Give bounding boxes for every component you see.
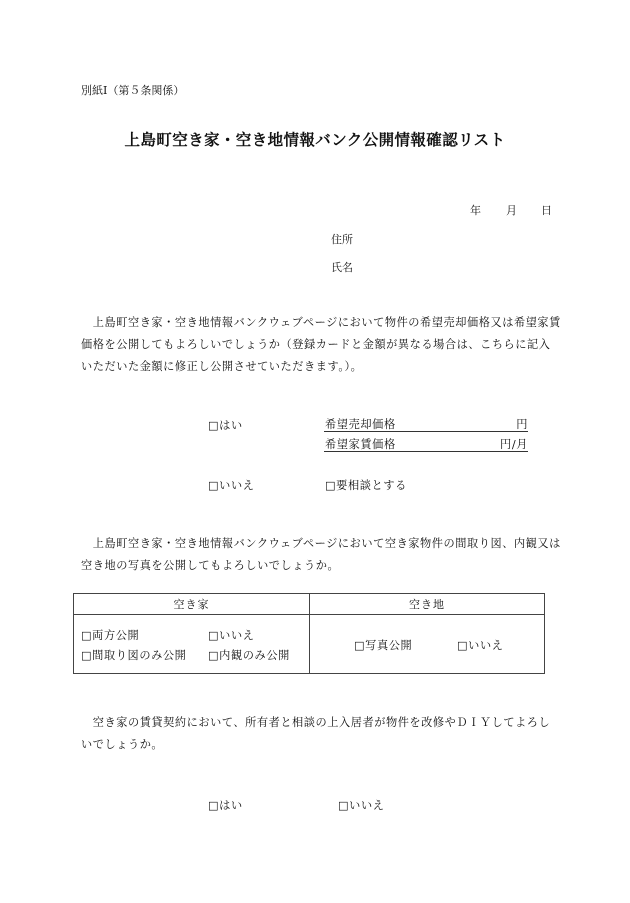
house-no-checkbox[interactable]: □いいえ [208,629,255,642]
section1-no-checkbox[interactable]: □いいえ [208,479,255,492]
house-interior-only-checkbox[interactable]: □内観のみ公開 [208,649,290,662]
date-month-label: 月 [506,204,517,217]
table-header-land: 空き地 [310,594,545,615]
section3-yes-checkbox[interactable]: □はい [208,799,243,812]
house-both-checkbox[interactable]: □両方公開 [81,629,140,642]
address-label: 住所 [331,233,353,246]
house-options-cell [74,615,310,674]
sale-price-label: 希望売却価格 [325,418,396,431]
land-no-checkbox[interactable]: □いいえ [457,639,504,652]
consult-checkbox[interactable]: □要相談とする [325,479,407,492]
table-header-house: 空き家 [74,594,310,615]
sale-price-field[interactable] [324,415,528,432]
date-day-label: 日 [541,204,552,217]
name-label: 氏名 [331,261,353,274]
rent-price-field[interactable] [324,435,528,452]
land-options-cell [310,615,545,674]
rent-price-label: 希望家賃価格 [325,438,396,451]
page-title: 上島町空き家・空き地情報バンク公開情報確認リスト [124,130,506,149]
sale-price-unit: 円 [516,418,528,431]
date-year-label: 年 [470,204,481,217]
rent-price-unit: 円/月 [500,438,528,451]
section3-no-checkbox[interactable]: □いいえ [338,799,385,812]
house-floorplan-only-checkbox[interactable]: □間取り図のみ公開 [81,649,187,662]
section3-paragraph: 空き家の賃貸契約において、所有者と相談の上入居者が物件を改修やＤＩＹしてよろしいでしょうか。 [81,716,551,751]
section1-yes-checkbox[interactable]: □はい [208,419,243,432]
section1-paragraph: 上島町空き家・空き地情報バンクウェブページにおいて物件の希望売却価格又は希望家賃価格を公開してもよろしいでしょうか（登録カードと金額が異なる場合は、こちらに記入いただいた金額に修正し公開させていただきます。）。 [81,316,561,373]
photo-publish-table [73,593,545,674]
section2-paragraph: 上島町空き家・空き地情報バンクウェブページにおいて空き家物件の間取り図、内観又は空き地の写真を公開してもよろしいでしょうか。 [81,537,561,572]
annex-label: 別紙Ⅰ（第５条関係） [81,84,185,97]
land-photo-checkbox[interactable]: □写真公開 [354,639,413,652]
